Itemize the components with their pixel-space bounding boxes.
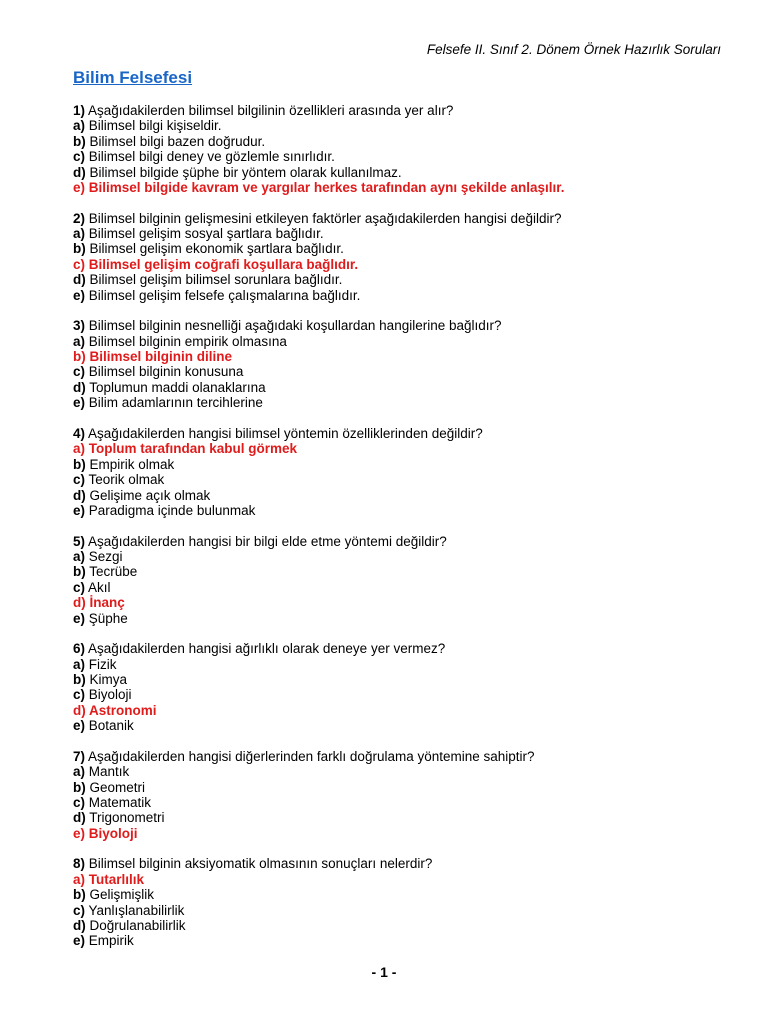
answer-option <box>73 118 753 133</box>
option-letter: a) <box>73 441 86 457</box>
option-letter: d) <box>73 702 86 718</box>
question-stem: Aşağıdakilerden hangisi bir bilgi elde etme yöntemi değildir? <box>85 533 447 549</box>
question-text <box>73 211 753 226</box>
question-text <box>73 318 753 333</box>
option-text: Bilimsel gelişim felsefe çalışmalarına bağlıdır. <box>85 287 361 303</box>
question-block <box>73 749 753 841</box>
answer-option <box>73 795 753 810</box>
answer-option <box>73 226 753 241</box>
answer-option <box>73 564 753 579</box>
option-text: Teorik olmak <box>85 472 165 488</box>
option-letter: d) <box>73 595 86 611</box>
option-letter: b) <box>73 456 86 472</box>
option-text: Astronomi <box>85 702 157 718</box>
option-text: Sezgi <box>85 548 123 564</box>
answer-option <box>73 334 753 349</box>
option-text: Bilimsel bilgide kavram ve yargılar herkes tarafından aynı şekilde anlaşılır. <box>85 180 565 196</box>
option-letter: e) <box>73 718 86 734</box>
answer-option <box>73 488 753 503</box>
option-letter: b) <box>73 564 86 580</box>
option-letter: a) <box>73 871 86 887</box>
answer-option <box>73 272 753 287</box>
option-letter: b) <box>73 779 86 795</box>
question-text <box>73 641 753 656</box>
option-text: Bilimsel bilgi kişiseldir. <box>85 118 222 134</box>
answer-option <box>73 672 753 687</box>
option-text: Gelişime açık olmak <box>85 487 211 503</box>
option-letter: d) <box>73 272 86 288</box>
question-number: 1) <box>73 103 86 118</box>
answer-option <box>73 380 753 395</box>
question-text <box>73 426 753 441</box>
option-letter: a) <box>73 333 86 349</box>
option-text: Doğrulanabilirlik <box>85 918 186 933</box>
question-block <box>73 856 753 948</box>
option-letter: a) <box>73 118 86 134</box>
question-number: 6) <box>73 641 86 657</box>
question-number: 5) <box>73 533 86 549</box>
question-stem: Bilimsel bilginin gelişmesini etkileyen faktörler aşağıdakilerden hangisi değildir? <box>85 210 562 226</box>
answer-option <box>73 503 753 518</box>
option-text: Mantık <box>85 764 130 780</box>
question-stem: Bilimsel bilginin aksiyomatik olmasının sonuçları nelerdir? <box>85 856 433 872</box>
answer-option <box>73 364 753 379</box>
option-text: Bilimsel bilgi deney ve gözlemle sınırlıdır. <box>85 149 335 165</box>
option-text: Toplum tarafından kabul görmek <box>85 441 298 457</box>
option-text: Botanik <box>85 718 134 734</box>
option-letter: a) <box>73 656 86 672</box>
answer-option <box>73 918 753 933</box>
option-letter: d) <box>73 810 86 826</box>
section-title: Bilim Felsefesi <box>73 68 193 87</box>
option-letter: a) <box>73 764 86 780</box>
option-letter: b) <box>73 887 86 903</box>
question-block <box>73 103 753 195</box>
answer-option <box>73 764 753 779</box>
option-letter: c) <box>73 794 86 810</box>
option-letter: c) <box>73 902 86 918</box>
option-letter: b) <box>73 133 86 149</box>
question-list <box>73 103 753 964</box>
option-text: Empirik <box>85 933 134 949</box>
answer-option <box>73 241 753 256</box>
option-text: Bilimsel gelişim ekonomik şartlara bağlıdır. <box>85 241 344 257</box>
question-stem: Aşağıdakilerden hangisi bilimsel yöntemin özelliklerinden değildir? <box>85 425 483 441</box>
option-text: Tecrübe <box>85 564 138 580</box>
answer-option <box>73 780 753 795</box>
option-letter: b) <box>73 671 86 687</box>
option-text: Bilimsel bilgide şüphe bir yöntem olarak kullanılmaz. <box>85 164 402 180</box>
answer-option <box>73 395 753 410</box>
option-letter: a) <box>73 548 86 564</box>
answer-option <box>73 810 753 825</box>
correct-answer-option <box>73 180 753 195</box>
option-text: Bilimsel gelişim bilimsel sorunlara bağlıdır. <box>85 272 343 288</box>
question-block <box>73 534 753 626</box>
option-text: Fizik <box>85 656 117 672</box>
option-text: Tutarlılık <box>85 871 145 887</box>
question-number: 8) <box>73 856 86 872</box>
answer-option <box>73 149 753 164</box>
question-stem: Bilimsel bilginin nesnelliği aşağıdaki koşullardan hangilerine bağlıdır? <box>85 318 502 334</box>
answer-option <box>73 472 753 487</box>
option-text: Bilimsel bilginin diline <box>85 349 233 365</box>
question-block <box>73 318 753 410</box>
question-number: 7) <box>73 748 86 764</box>
question-number: 2) <box>73 210 86 226</box>
answer-option <box>73 887 753 902</box>
answer-option <box>73 687 753 702</box>
correct-answer-option <box>73 826 753 841</box>
option-text: Kimya <box>85 671 128 687</box>
question-text <box>73 103 753 118</box>
answer-option <box>73 718 753 733</box>
option-text: İnanç <box>85 595 125 611</box>
option-text: Akıl <box>85 579 111 595</box>
correct-answer-option <box>73 872 753 887</box>
answer-option <box>73 134 753 149</box>
option-text: Bilimsel bilginin konusuna <box>85 364 244 380</box>
question-block <box>73 211 753 303</box>
question-stem: Aşağıdakilerden hangisi ağırlıklı olarak deneye yer vermez? <box>85 641 446 657</box>
option-letter: c) <box>73 472 86 488</box>
option-letter: b) <box>73 241 86 257</box>
option-text: Geometri <box>85 779 146 795</box>
correct-answer-option <box>73 441 753 456</box>
option-letter: c) <box>73 364 86 380</box>
page-number: - 1 - <box>371 964 397 980</box>
option-text: Paradigma içinde bulunmak <box>85 502 256 518</box>
correct-answer-option <box>73 349 753 364</box>
option-text: Trigonometri <box>85 810 165 826</box>
option-text: Bilimsel gelişim coğrafi koşullara bağlıdır. <box>85 256 359 272</box>
question-stem: Aşağıdakilerden hangisi diğerlerinden farklı doğrulama yöntemine sahiptir? <box>85 748 535 764</box>
option-text: Bilimsel gelişim sosyal şartlara bağlıdır. <box>85 226 324 242</box>
answer-option <box>73 288 753 303</box>
option-letter: e) <box>73 502 86 518</box>
answer-option <box>73 933 753 948</box>
option-text: Biyoloji <box>85 825 138 841</box>
option-letter: d) <box>73 164 86 180</box>
correct-answer-option <box>73 595 753 610</box>
option-letter: e) <box>73 180 86 196</box>
answer-option <box>73 903 753 918</box>
answer-option <box>73 657 753 672</box>
answer-option <box>73 549 753 564</box>
correct-answer-option <box>73 257 753 272</box>
question-number: 3) <box>73 318 86 334</box>
option-text: Bilimsel bilginin empirik olmasına <box>85 333 287 349</box>
option-text: Yanlışlanabilirlik <box>85 902 185 918</box>
question-text <box>73 534 753 549</box>
option-text: Matematik <box>85 794 152 810</box>
option-text: Biyoloji <box>85 687 132 703</box>
option-text: Bilimsel bilgi bazen doğrudur. <box>85 133 266 149</box>
answer-option <box>73 457 753 472</box>
document-header: Felsefe II. Sınıf 2. Dönem Örnek Hazırlık Soruları <box>426 42 721 57</box>
question-text <box>73 856 753 871</box>
option-text: Empirik olmak <box>85 456 175 472</box>
option-letter: a) <box>73 226 86 242</box>
option-letter: c) <box>73 579 86 595</box>
option-letter: d) <box>73 379 86 395</box>
answer-option <box>73 611 753 626</box>
option-letter: c) <box>73 149 86 165</box>
option-text: Gelişmişlik <box>85 887 155 903</box>
question-block <box>73 641 753 733</box>
option-letter: e) <box>73 287 86 303</box>
option-text: Toplumun maddi olanaklarına <box>85 379 266 395</box>
question-text <box>73 749 753 764</box>
option-letter: c) <box>73 687 86 703</box>
option-letter: c) <box>73 256 86 272</box>
option-letter: e) <box>73 825 86 841</box>
option-letter: e) <box>73 933 86 949</box>
option-letter: d) <box>73 918 86 933</box>
answer-option <box>73 580 753 595</box>
option-letter: e) <box>73 610 86 626</box>
option-text: Şüphe <box>85 610 128 626</box>
question-block <box>73 426 753 518</box>
correct-answer-option <box>73 703 753 718</box>
question-stem: Aşağıdakilerden bilimsel bilgilinin özellikleri arasında yer alır? <box>85 103 454 118</box>
option-letter: b) <box>73 349 86 365</box>
option-text: Bilim adamlarının tercihlerine <box>85 395 263 411</box>
option-letter: e) <box>73 395 86 411</box>
option-letter: d) <box>73 487 86 503</box>
answer-option <box>73 165 753 180</box>
question-number: 4) <box>73 425 86 441</box>
